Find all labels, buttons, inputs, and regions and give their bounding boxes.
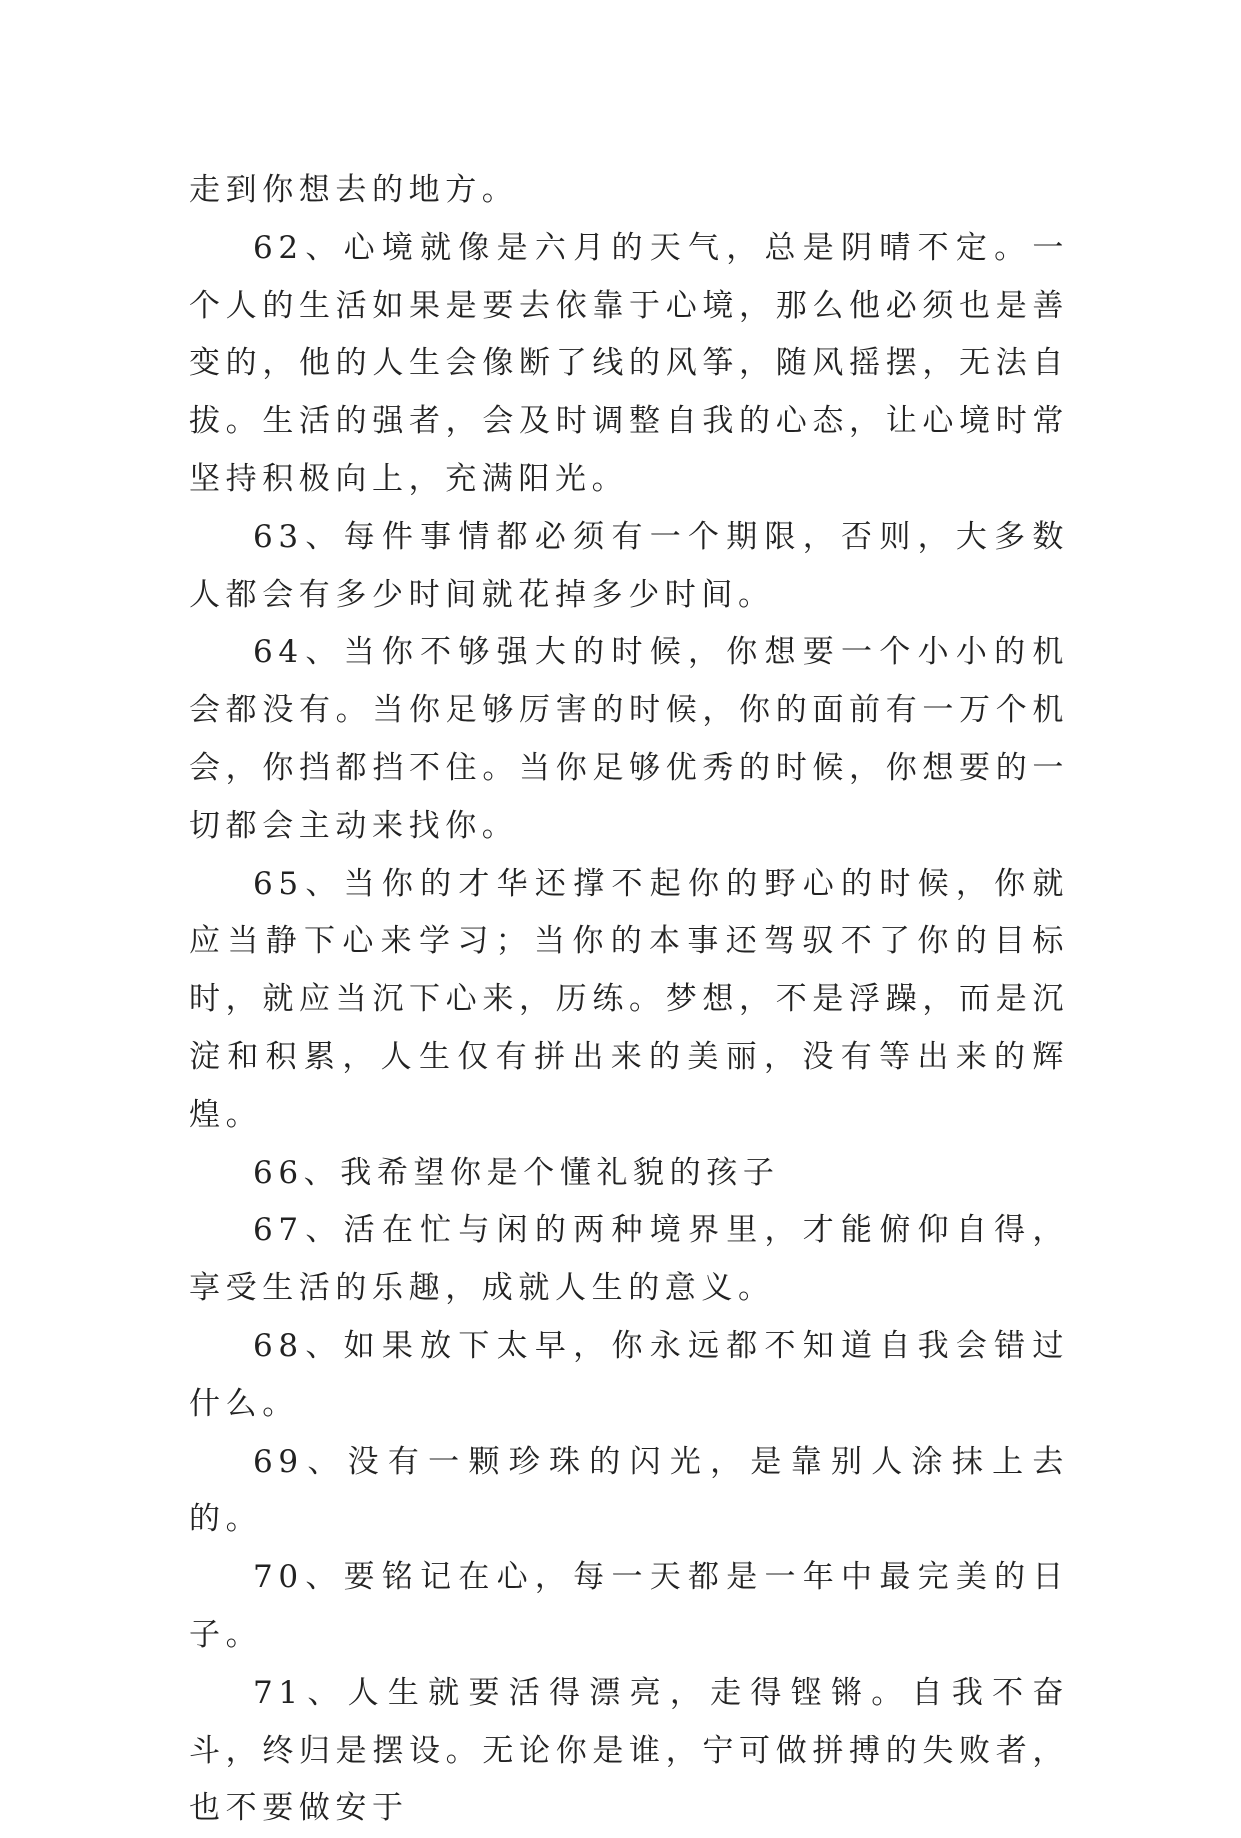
paragraph-63: 63、每件事情都必须有一个期限，否则，大多数人都会有多少时间就花掉多少时间。 bbox=[189, 518, 1069, 613]
paragraph-71: 71、人生就要活得漂亮，走得铿锵。自我不奋斗，终归是摆设。无论你是谁，宁可做拼搏的失败者，也不要做安于 bbox=[189, 1674, 1069, 1827]
paragraph-continued: 走到你想去的地方。 bbox=[189, 172, 519, 208]
paragraph-70: 70、要铭记在心，每一天都是一年中最完美的日子。 bbox=[189, 1559, 1069, 1653]
paragraph-66: 66、我希望你是个懂礼貌的孩子 bbox=[253, 1154, 780, 1191]
paragraph-68: 68、如果放下太早，你永远都不知道自我会错过什么。 bbox=[189, 1327, 1069, 1422]
paragraph-69: 69、没有一颗珍珠的闪光，是靠别人涂抹上去的。 bbox=[189, 1443, 1069, 1538]
document-body bbox=[189, 162, 1069, 1838]
paragraph-62: 62、心境就像是六月的天气，总是阴晴不定。一个人的生活如果是要去依靠于心境，那么他必须也是善变的，他的人生会像断了线的风筝，随风摇摆，无法自拔。生活的强者，会及时调整自我的心态，让心境时常坚持积极向上，充满阳光。 bbox=[189, 229, 1069, 497]
paragraph-67: 67、活在忙与闲的两种境界里，才能俯仰自得，享受生活的乐趣，成就人生的意义。 bbox=[189, 1212, 1069, 1307]
paragraph-64: 64、当你不够强大的时候，你想要一个小小的机会都没有。当你足够厉害的时候，你的面前有一万个机会，你挡都挡不住。当你足够优秀的时候，你想要的一切都会主动来找你。 bbox=[189, 634, 1069, 844]
paragraph-65: 65、当你的才华还撑不起你的野心的时候，你就应当静下心来学习；当你的本事还驾驭不了你的目标时，就应当沉下心来，历练。梦想，不是浮躁，而是沉淀和积累，人生仅有拼出来的美丽，没有等出来的辉煌。 bbox=[189, 865, 1069, 1133]
